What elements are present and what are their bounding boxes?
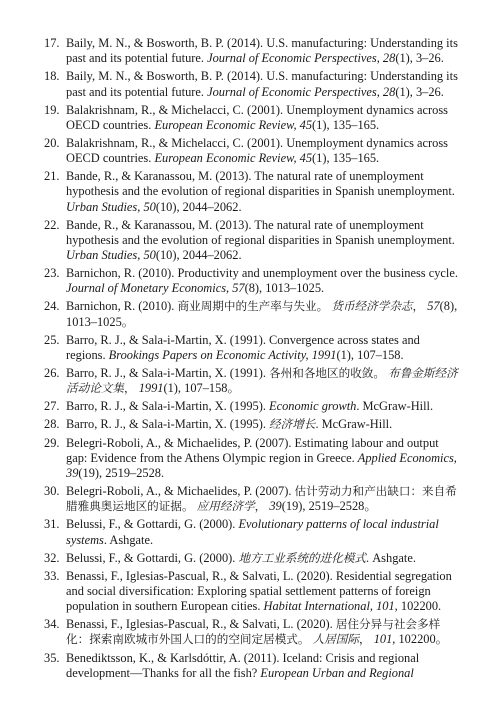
reference-entry bbox=[44, 333, 460, 363]
reference-source-italic: 101 bbox=[370, 632, 393, 647]
reference-number: 26. bbox=[44, 366, 60, 381]
reference-source-italic: Journal of Monetary Economics, 57 bbox=[66, 281, 245, 296]
reference-text: ， bbox=[412, 299, 425, 314]
reference-text: (19), 2519–2528。 bbox=[281, 499, 377, 514]
reference-source-italic: European Urban and Regional bbox=[260, 665, 414, 680]
reference-source-italic: Applied Economics, 39 bbox=[66, 450, 457, 480]
reference-text: ， bbox=[358, 632, 371, 647]
reference-source-italic: European Economic Review, 45 bbox=[154, 117, 313, 132]
reference-text: . Ashgate. bbox=[103, 532, 154, 547]
reference-entry bbox=[44, 36, 460, 66]
reference-text: 各州和各地区的收敛。 bbox=[269, 366, 385, 381]
reference-list bbox=[44, 36, 460, 681]
reference-entry bbox=[44, 103, 460, 133]
reference-number: 28. bbox=[44, 417, 60, 432]
reference-number: 31. bbox=[44, 517, 60, 532]
reference-entry bbox=[44, 436, 460, 482]
reference-number: 21. bbox=[44, 169, 60, 184]
reference-source-italic: European Economic Review, 45 bbox=[154, 151, 313, 166]
reference-number: 27. bbox=[44, 399, 60, 414]
reference-text: Benassi, F., Iglesias-Pascual, R., & Salvati, L. (2020). bbox=[66, 617, 336, 632]
reference-number: 22. bbox=[44, 217, 60, 232]
reference-text: , 102200. bbox=[394, 599, 442, 614]
reference-source-italic: 地方工业系统的进化模式 bbox=[238, 550, 367, 565]
reference-source-italic: Urban Studies, 50 bbox=[66, 199, 156, 214]
reference-number: 35. bbox=[44, 650, 60, 665]
reference-text: Baily, M. N., & Bosworth, B. P. (2014). U.S. manufacturing: Understanding its past and its potential future. bbox=[66, 36, 458, 66]
reference-source-italic: 经济增长 bbox=[269, 417, 316, 432]
reference-text: Benediktsson, K., & Karlsdóttir, A. (2011). Iceland: Crisis and regional development—Thanks for all the fish? bbox=[66, 650, 420, 680]
reference-text: Benassi, F., Iglesias-Pascual, R., & Salvati, L. (2020). Residential segregation and social diversification: Exploring spatial settlement patterns of foreign population in southern European cities. bbox=[66, 568, 452, 614]
reference-text: (1), 107–158. bbox=[336, 347, 404, 362]
reference-source-italic: 1991 bbox=[135, 381, 164, 396]
reference-entry bbox=[44, 69, 460, 99]
reference-text: Balakrishnam, R., & Michelacci, C. (2001). Unemployment dynamics across OECD countries. bbox=[66, 102, 448, 132]
reference-entry bbox=[44, 399, 460, 414]
reference-text: . McGraw-Hill. bbox=[356, 399, 434, 414]
reference-text: Barro, R. J., & Sala-i-Martin, X. (1995). bbox=[66, 399, 270, 414]
reference-entry bbox=[44, 417, 460, 432]
reference-text: Barnichon, R. (2010). bbox=[66, 299, 178, 314]
reference-number: 32. bbox=[44, 550, 60, 565]
reference-entry bbox=[44, 218, 460, 264]
reference-text: (1), 107–158。 bbox=[163, 381, 240, 396]
reference-text: (19), 2519–2528. bbox=[78, 465, 165, 480]
reference-source-italic: 39 bbox=[266, 499, 282, 514]
reference-number: 29. bbox=[44, 435, 60, 450]
reference-source-italic: Habitat International, 101 bbox=[263, 599, 395, 614]
reference-entry bbox=[44, 366, 460, 396]
reference-number: 34. bbox=[44, 617, 60, 632]
reference-text: . Ashgate. bbox=[366, 550, 416, 565]
reference-number: 25. bbox=[44, 332, 60, 347]
reference-text: 居住分异与社会多样化：探索南欧城市外国人口的的空间定居模式。 bbox=[66, 617, 441, 647]
reference-number: 24. bbox=[44, 299, 60, 314]
reference-text: Belegri-Roboli, A., & Michaelides, P. (2007). bbox=[66, 484, 295, 499]
reference-text: Belussi, F., & Gottardi, G. (2000). bbox=[66, 550, 239, 565]
reference-entry bbox=[44, 551, 460, 566]
reference-text: (10), 2044–2062. bbox=[155, 199, 242, 214]
reference-text: (10), 2044–2062. bbox=[155, 248, 242, 263]
reference-entry bbox=[44, 266, 460, 296]
reference-text: 商业周期中的生产率与失业。 bbox=[177, 299, 329, 314]
reference-number: 23. bbox=[44, 266, 60, 281]
reference-text: Balakrishnam, R., & Michelacci, C. (2001). Unemployment dynamics across OECD countries. bbox=[66, 135, 448, 166]
reference-number: 18. bbox=[44, 69, 60, 84]
reference-entry bbox=[44, 136, 460, 166]
reference-text: (1), 135–165. bbox=[312, 151, 380, 166]
reference-text: ， bbox=[123, 381, 136, 396]
reference-text: . McGraw-Hill. bbox=[315, 417, 393, 432]
reference-text: Belussi, F., & Gottardi, G. (2000). bbox=[66, 517, 239, 532]
reference-text: Baily, M. N., & Bosworth, B. P. (2014). U.S. manufacturing: Understanding its past and its potential future. bbox=[66, 69, 458, 99]
reference-text: Barro, R. J., & Sala-i-Martin, X. (1991). bbox=[66, 366, 270, 381]
reference-entry bbox=[44, 517, 460, 547]
reference-source-italic: 57 bbox=[424, 299, 440, 314]
reference-text: (1), 135–165. bbox=[312, 117, 380, 132]
reference-source-italic: Journal of Economic Perspectives, 28 bbox=[207, 84, 396, 99]
reference-text: 估计劳动力和产出缺口：来自希腊雅典奥运地区的证据。 bbox=[66, 484, 457, 514]
reference-text: Barro, R. J., & Sala-i-Martin, X. (1995). bbox=[66, 417, 270, 432]
reference-entry bbox=[44, 484, 460, 514]
reference-source-italic: 应用经济学 bbox=[196, 499, 255, 514]
reference-source-italic: 货币经济学杂志 bbox=[331, 299, 413, 314]
reference-text: Barro, R. J., & Sala-i-Martin, X. (1991). Convergence across states and regions. bbox=[66, 332, 420, 362]
reference-text: Bande, R., & Karanassou, M. (2013). The natural rate of unemployment hypothesis and the evolution of regional disparities in Spanish unemployment. bbox=[66, 169, 455, 199]
reference-source-italic: 布鲁金斯经济活动论文集 bbox=[66, 366, 458, 396]
reference-number: 33. bbox=[44, 568, 60, 583]
reference-source-italic: Evolutionary patterns of local industrial systems bbox=[66, 517, 439, 547]
reference-entry bbox=[44, 617, 460, 647]
reference-text: (1), 3–26. bbox=[395, 51, 444, 66]
reference-text: Belegri-Roboli, A., & Michaelides, P. (2007). Estimating labour and output gap: Evidence from the Athens Olympic region in Greece. bbox=[66, 435, 439, 465]
reference-number: 30. bbox=[44, 484, 60, 499]
reference-text: (1), 3–26. bbox=[395, 84, 444, 99]
reference-text: , 102200。 bbox=[392, 632, 449, 647]
reference-text: (8), 1013–1025。 bbox=[66, 299, 458, 329]
reference-entry bbox=[44, 169, 460, 215]
reference-text: ， bbox=[254, 499, 267, 514]
reference-source-italic: Urban Studies, 50 bbox=[66, 248, 156, 263]
reference-source-italic: Brookings Papers on Economic Activity, 1991 bbox=[108, 347, 337, 362]
reference-text: (8), 1013–1025. bbox=[244, 281, 325, 296]
reference-source-italic: Economic growth bbox=[269, 399, 357, 414]
reference-source-italic: Journal of Economic Perspectives, 28 bbox=[207, 51, 396, 66]
reference-source-italic: 人居国际 bbox=[312, 632, 359, 647]
reference-number: 17. bbox=[44, 36, 60, 50]
reference-text: Barnichon, R. (2010). Productivity and unemployment over the business cycle. bbox=[66, 266, 458, 281]
reference-text: Bande, R., & Karanassou, M. (2013). The natural rate of unemployment hypothesis and the evolution of regional disparities in Spanish unemployment. bbox=[66, 217, 455, 247]
reference-entry bbox=[44, 299, 460, 329]
reference-entry bbox=[44, 569, 460, 615]
reference-number: 20. bbox=[44, 135, 60, 150]
reference-number: 19. bbox=[44, 102, 60, 117]
reference-entry bbox=[44, 651, 460, 681]
